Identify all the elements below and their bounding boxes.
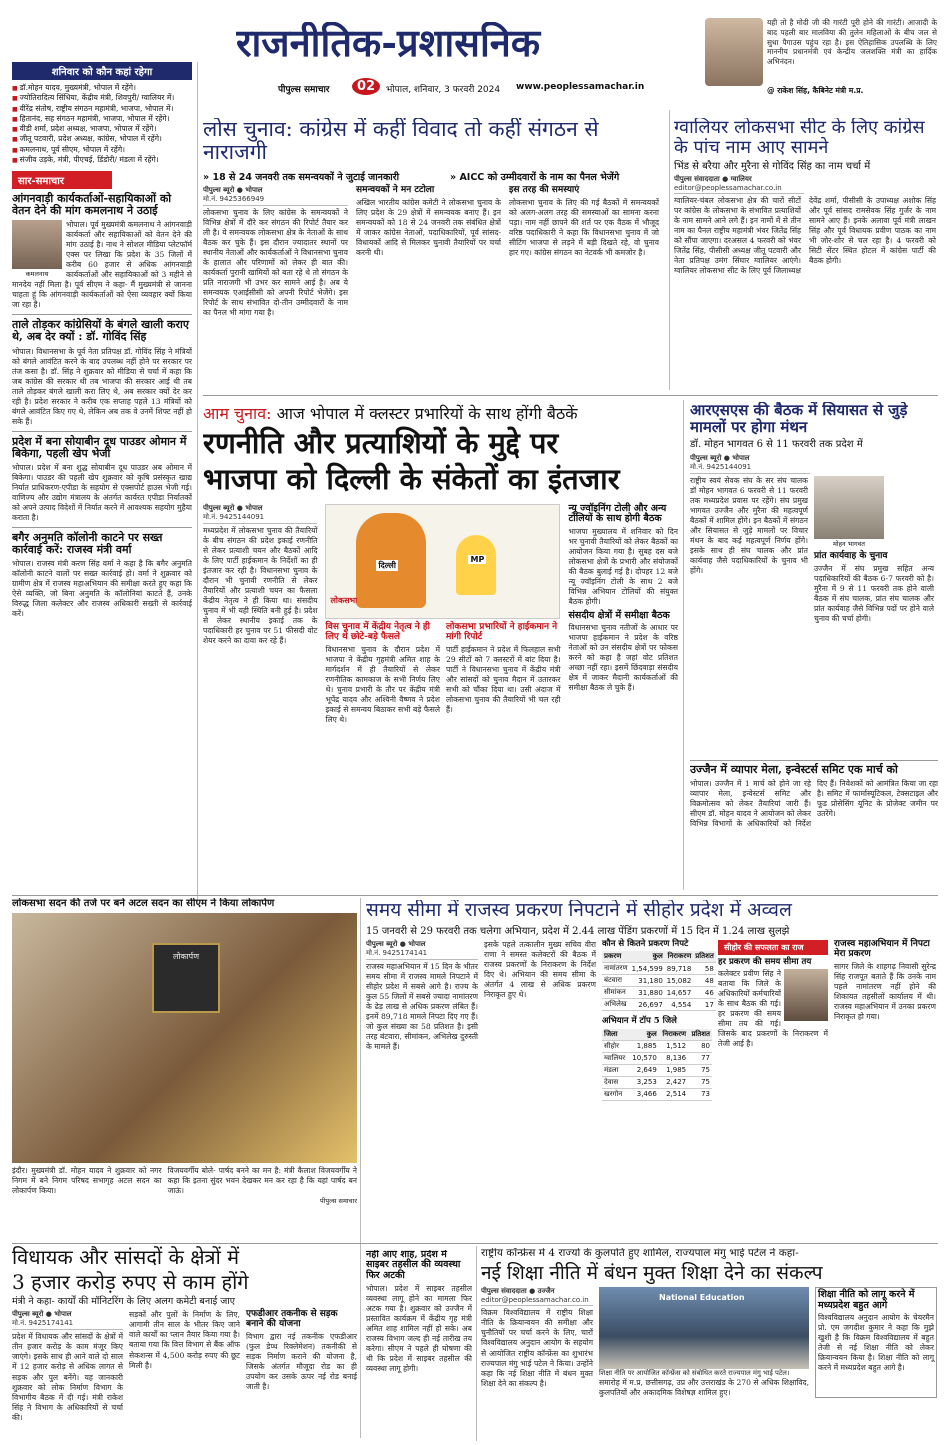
cartoon: [325, 504, 560, 619]
list-item: ■ वीरेंद्र संतोष, राष्ट्रीय संगठन महामंत्री, भाजपा, भोपाल में।: [12, 104, 192, 114]
subhead: लोकसभा प्रभारियों ने हाईकमान ने मांगी रिपोर्ट: [445, 621, 558, 642]
main-headline-1: रणनीति और प्रत्याशियों के मुद्दे पर: [203, 426, 559, 460]
atal-story: [12, 898, 357, 1233]
quote-author: @ राकेश सिंह, कैबिनेट मंत्री म.प्र.: [767, 86, 864, 95]
cartoon-label: लोकसभा: [330, 595, 358, 605]
story-headline: राष्ट्रीय कॉन्फ्रेंस में 4 राज्यों के कुलपति हुए शामिल, राज्यपाल मंगु भाई पटेल ने कहा-: [481, 1248, 799, 1259]
subhead: विस चुनाव में केंद्रीय नेतृत्व ने ही लिए थे छोटे-बड़े फैसले: [325, 621, 430, 642]
table-title: अभियान में टॉप 5 जिले: [602, 1016, 677, 1027]
photo-credit: पीपुल्स समाचार: [320, 1197, 357, 1206]
photo-caption: कमलनाथ: [12, 269, 62, 278]
table-header: प्रकरण कुल निराकरण प्रतिशत: [602, 951, 716, 963]
website-link[interactable]: www.peoplessamachar.in: [516, 82, 645, 92]
news-text: भोपाल। राजस्व मंत्री करण सिंह वर्मा ने कहा है कि बगैर अनुमति कॉलोनी काटने वालों पर सख्त कार्रवाई हो। वर्मा ने शुक्रवार को ग्रामीण क्षेत्र में राजस्व महाअभियान की समीक्षा करते हुए कहा कि ऐसे व्यक्ति, जो बिना अनुमति के कॉलोनियां काटते हैं, उनके विरुद्ध जिला कलेक्टर और राजस्व अधिकारी सख्ती से कार्रवाई करें।: [12, 559, 192, 619]
byline: पीपुल्स ब्यूरो ● भोपाल मो.नं. 9425144091: [203, 504, 317, 524]
main-story: [203, 402, 678, 892]
story-text: विक्रम विश्वविद्यालय में राष्ट्रीय शिक्षा नीति के क्रियान्वयन की समीक्षा और चुनौतियों पर चर्चा करने के लिए, चारों विश्वविद्यालय अनुदान आयोग के सहयोग से आयोजित राष्ट्रीय कॉन्फ्रेंस का शुभारंभ राज्यपाल मंगु भाई पटेल ने किया। उन्होंने कहा कि नई शिक्षा नीति में बंधन मुक्त शिक्षा देने का संकल्प है।: [481, 1308, 593, 1388]
plaque: लोकार्पण: [152, 943, 220, 1013]
story-headline: समय सीमा में राजस्व प्रकरण निपटाने में सीहोर प्रदेश में अव्वल: [366, 900, 792, 921]
byline: पीपुल्स ब्यूरो ● भोपाल मो.नं. 9425144091: [690, 454, 810, 474]
revenue-story: [366, 900, 938, 1240]
story-subheads: [203, 170, 663, 183]
story-text: राष्ट्रीय स्वयं सेवक संघ के सर संघ चालक डॉ मोहन भागवत 6 फरवरी से 11 फरवरी तक मध्यप्रदेश प्रवास पर रहेंगे। संघ प्रमुख भागवत उज्जैन और मुरैना की महत्वपूर्ण बैठकों में शामिल होंगे। इन बैठकों में संगठन और सियासत से जुड़े मामलों पर विचार मंथन के बाद कई महत्वपूर्ण निर्णय होंगे। इसके साथ ही संघ चालक और प्रांत कार्यवाह जैसे पदाधिकारियों के चुनाव भी होंगे।: [690, 476, 808, 576]
atal-photo: [12, 913, 357, 1163]
list-item: ■ वीडी शर्मा, प्रदेश अध्यक्ष, भाजपा, भोपाल में रहेंगे।: [12, 124, 192, 134]
subhead: न्यू ज्वॉइनिंग टोली और अन्य टोलियों के साथ होगी बैठक: [568, 502, 667, 525]
story-text: सड़कों और पुलों के निर्माण के लिए, आगामी तीन साल के भीतर किए जाने वाले कार्यों का प्लान तैयार किया गया है। बताया गया कि वित्त विभाग से बैंक ऑफ सेकशन्स में 4,500 करोड़ रुपए की छूट मिली है।: [129, 1310, 240, 1370]
subhead: प्रांत कार्यवाह के चुनाव: [814, 551, 888, 561]
subhead: शिक्षा नीति को लागू करने में मध्यप्रदेश बहुत आगे: [818, 1289, 915, 1311]
photo-caption: विजयवर्गीय बोले- पार्षद बनने का मन है: मंत्री कैलाश विजयवर्गीय ने कहा कि इतना सुंदर भवन देखकर मन कर रहा है कि यहां पार्षद बन जाऊं।: [167, 1166, 357, 1196]
story-headline: लोस चुनाव: कांग्रेस में कहीं विवाद तो कहीं संगठन से नाराजगी: [203, 118, 599, 165]
story-headline: 3 हजार करोड़ रुपए से काम होंगे: [12, 1270, 249, 1294]
story-text: विधानसभा चुनाव के दौरान प्रदेश में भाजपा ने केंद्रीय गृहमंत्री अमित शाह के मार्गदर्शन में ही तैयारियों से लेकर रणनीतिक कामकाज के सभी निर्णय लिए थे। चुनाव प्रभारी के तौर पर केंद्रीय मंत्री भूपेंद्र यादव और अश्विनी वैष्णव ने प्रदेश इकाई से समन्वय बिठाकर सभी बड़े फैसले लिए थे।: [325, 644, 440, 724]
table-row: सीहोर 1,885 1,512 80: [604, 1041, 710, 1051]
main-headline-2: भाजपा को दिल्ली के संकेतों का इंतजार: [203, 461, 620, 496]
news-text: भोपाल। पूर्व मुख्यमंत्री कमलनाथ ने आंगनवाड़ी कार्यकर्ता और सहायिकाओं को वेतन देने की मांग उठाई है। नाथ ने सोशल मीडिया प्लेटफॉर्म एक्स पर लिखा कि प्रदेश के 35 जिलों में करीब 60 हजार से अधिक आंगनवाड़ी कार्यकर्ताओं और सहायिकाओं को 3 महीने से मानदेय नहीं मिला है। पूर्व सीएम ने कहा- मैं मुख्यमंत्री से जानना चाहता हूं कि आंगनवाड़ी कार्यकर्ताओं को ऐसा व्यवहार क्यों किया जा रहा है।: [12, 220, 192, 310]
gwalior-story: [674, 118, 936, 388]
story-text: ग्वालियर-चंबल लोकसभा क्षेत्र की चारों सीटों पर कांग्रेस के लोकसभा के संभावित प्रत्याशियों के नाम सामने आने लगे हैं। इन नामों में से तीन नाम का पैनल राष्ट्रीय महामंत्री भंवर जितेंद्र सिंह को सौंपा जाएगा। दरअसल 4 फरवरी को भंवर जितेंद्र सिंह, पीसीसी अध्यक्ष जीतू पटवारी और नेता प्रतिपक्ष उमंग सिंघार ग्वालियर आएंगे। ग्वालियर लोकसभा सीट के लिए पूर्व जिलाध्यक्ष देवेंद्र शर्मा, पीसीसी के उपाध्यक्ष अशोक सिंह और पूर्व सांसद रामसेवक सिंह गुर्जर के नाम सामने आए हैं। इनके अलावा पूर्व मंत्री लाखन सिंह और पूर्व विधायक प्रवीण पाठक का नाम भी जोर-शोर से चल रहा है। 4 फरवरी को सिटी सेंटर स्थित होटल में कांग्रेस पार्टी की बैठक होगी।: [674, 195, 936, 275]
story-headline: उज्जैन में व्यापार मेला, इन्वेस्टर्स समिट एक मार्च को: [690, 763, 898, 776]
story-text: विभाग द्वारा नई तकनीक एफडीआर (फुल डेप्थ रिक्लेमेशन) तकनीकी से सड़क निर्माण कराने की योजना है, जिसके अंतर्गत मौजूदा रोड का ही उपयोग कर उसके ऊपर नई रोड बनाई जाती है।: [246, 1332, 357, 1392]
story-text: कलेक्टर प्रवीण सिंह ने बताया कि जिले के अधिकारियों कर्मचारियों के साथ बैठक की गई। हर प्रकरण की समय सीमा तय की गई। जिसके बाद प्रकरणों के निराकरण में तेजी आई है।: [718, 969, 828, 1049]
photo-caption: शिक्षा नीति पर आयोजित कॉन्फ्रेंस को संबोधित करते राज्यपाल मंगु भाई पटेल।: [599, 1369, 790, 1378]
subhead: इस तरह की समस्याएं: [509, 185, 580, 196]
subhead: हर प्रकरण की समय सीमा तय: [718, 956, 812, 967]
list-item: ■ जीतू पटवारी, प्रदेश अध्यक्ष, कांग्रेस, भोपाल में रहेंगे।: [12, 134, 192, 144]
photo-caption: मोहन भागवत: [814, 539, 884, 548]
news-text: भोपाल। विधानसभा के पूर्व नेता प्रतिपक्ष डॉ. गोविंद सिंह ने मंत्रियों को बंगले आवंटित करने के बाद उपलब्ध नहीं होने पर सरकार पर तंज कसा है। डॉ. सिंह ने शुक्रवार को मीडिया से चर्चा में कहा कि जब कांग्रेस की सरकार थी तब भाजपा की सरकार आई थी तब ताले तोड़कर बंगले खाली करा लिए थे, अब सरकार क्यों देर कर रही है। प्रदेश सरकार ने करीब एक सप्ताह पहले 13 मंत्रियों को बंगले आवंटित किए गए थे, लेकिन अब तक वे उनमें शिफ्ट नहीं हो सके हैं।: [12, 346, 192, 426]
kamalnath-photo: [12, 220, 62, 278]
story-headline: नहीं आए शाह, प्रदेश में साइबर तहसील की व्यवस्था फिर अटकी: [366, 1250, 461, 1281]
story-text: लोकसभा चुनाव के लिए की गई बैठकों में समन्वयकों को अलग-अलग तरह की समस्याओं का सामना करना पड़ा। नाम नहीं छापने की शर्त पर एक वैठक में भौजूद वरिष्ठ पदाधिकारी ने कहा कि विधानसभा चुनाव में जो सीटिंग भाजपा से लड़ने में बड़ी दिखते रहे, वो चुनाव हार गए। कांग्रेस संगठन का नेटवर्क भी कमजोर है।: [509, 198, 659, 258]
schedule-title: शनिवार को कौन कहां रहेगा: [12, 62, 192, 80]
story-text: विश्वविद्यालय अनुदान आयोग के चेयरमैन प्रो. एम जगदीश कुमार ने कहा कि मुझे खुशी है कि विक्रम विश्वविद्यालय में बहुत तेजी से नई शिक्षा नीति को लेकर क्रियान्वयन किया है। शिक्षा नीति को लागू करने में मध्यप्रदेश बहुत आगे है।: [818, 1313, 934, 1373]
story-headline: आरएसएस की बैठक में सियासत से जुड़े मामलों पर होगा मंथन: [690, 402, 908, 436]
list-item: ■ संजीव उड़के, मंत्री, पीएचई, डिंडोरी/ मंडला में रहेंगे।: [12, 155, 192, 165]
schedule-list: [12, 83, 192, 165]
byline: पीपुल्स ब्यूरो ● भोपाल मो.नं. 9425174141: [12, 1310, 123, 1330]
photo-banner: National Education: [659, 1293, 745, 1303]
story-deck: मंत्री ने कहा- कार्यों की मॉनिटरिंग के लिए अलग कमेटी बनाई जाए: [12, 1296, 236, 1307]
cartoon-label: MP: [470, 554, 485, 564]
table-row: खरगोन 3,466 2,514 73: [604, 1089, 710, 1099]
table-row: मंडला 2,649 1,985 75: [604, 1065, 710, 1075]
list-item: ■ डॉ.मोहन यादव, मुख्यमंत्री, भोपाल में रहेंगे।: [12, 83, 192, 93]
table-header: जिला कुल निराकरण प्रतिशत: [602, 1029, 712, 1041]
mla-story: [12, 1246, 357, 1441]
story-text: पार्टी हाईकमान ने प्रदेश में फिलहाल सभी 29 सीटों को 7 क्लस्टरों में बांट दिया है। पार्टी ने विधानसभा चुनाव में केंद्रीय मंत्री और सांसदों को चुनाव मैदान में उतारकर सभी को चौंका दिया था। उसी अंदाज में लोकसभा चुनाव की तैयारियों भी चल रही हैं।: [445, 644, 561, 714]
collector-photo: [784, 969, 828, 1021]
byline: पीपुल्स ब्यूरो ● भोपाल मो.नं. 9425174141: [366, 940, 478, 960]
rss-story: [690, 402, 938, 732]
quote-text: यही तो है मोदी जी की गारंटी पूरी होने की गारंटी। आजादी के बाद पहली बार मालविया की तुलेन महिलाओं के बीच जल से सुधा पैगाउस पहुंच रहा है। इस ऐतिहासिक उपलब्धि के लिए माननीय प्रधानमंत्री एवं केन्द्रीय जलशक्ति मंत्री का हार्दिक अभिनंदन।: [767, 18, 937, 67]
quote-box: [705, 18, 937, 98]
table-row: बंटवारा 31,180 15,082 48: [604, 976, 714, 985]
page-number: 02: [352, 78, 380, 95]
list-item: ■ ज्योतिरादित्य सिंधिया, केंद्रीय मंत्री, शिवपुरी/ ग्वालियर में।: [12, 93, 192, 103]
ujjain-story: [690, 760, 938, 888]
bhagwat-photo: [814, 476, 884, 548]
news-headline: ताले तोड़कर कांग्रेसियों के बंगले खाली कराए थे, अब देर क्यों : डॉ. गोविंद सिंह: [12, 318, 189, 344]
sehore-title: सीहोर की सफलता का राज: [718, 940, 828, 955]
story-text: अखिल भारतीय कांग्रेस कमेटी ने लोकसभा चुनाव के लिए प्रदेश के 29 क्षेत्रों में समन्वयक बनाए हैं। इन समन्वयकों को 18 से 24 जनवरी तक संबंधित क्षेत्रों में जाकर कांग्रेस नेताओं, पदाधिकारियों, पूर्व सांसद-विधायकों आदि से मिलकर चुनावी तैयारियों पर चर्चा करनी थी।: [356, 198, 501, 258]
photo-caption: इंदौर। मुख्यमंत्री डॉ. मोहन यादव ने शुक्रवार को नगर निगम में बने निगम परिषद सभागृह अटल सदन का लोकार्पण किया।: [12, 1166, 162, 1196]
story-text: इसके पहले तत्कालीन मुख्य सचिव वीरा राणा ने समस्त कलेक्टरों की बैठक में राजस्व प्रकरणों के निराकरण के निर्देश दिए थे। अभियान की समय सीमा के अंतर्गत 4 लाख से अधिक प्रकरण निराकृत हुए थे।: [484, 939, 596, 999]
story-text: भाजपा मुख्यालय में शनिवार को दिन भर चुनावी तैयारियों को लेकर बैठकों का आयोजन किया गया है। सुबह दस बजे लोकसभा क्षेत्रों के प्रभारी और संयोजकों की बैठक बुलाई गई है। दोपहर 12 बजे न्यू ज्वॉइनिंग टोली के साथ 2 बजे विभिन्न अभियान टोलियों की संयुक्त बैठक होगी।: [568, 526, 678, 606]
news-headline: प्रदेश में बना सोयाबीन दूध पाउडर ओमान में बिकेगा, पहली खेप भेजी: [12, 434, 187, 460]
table-row: देवास 3,253 2,427 75: [604, 1077, 710, 1087]
page-title: राजनीतिक-प्रशासनिक: [236, 22, 541, 64]
story-headline: नई शिक्षा नीति में बंधन मुक्त शिक्षा देने का संकल्प: [481, 1261, 823, 1284]
story-headline: ग्वालियर लोकसभा सीट के लिए कांग्रेस के पांच नाम आए सामने: [674, 118, 925, 158]
story-text: समारोह में म.प्र, छत्तीसगढ़, उप्र और उत्तराखंड के 270 से अधिक शिक्षाविद, कुलपतियों और अकादमिक विशेषज्ञ शामिल हुए।: [599, 1378, 809, 1398]
cartoon-label: दिल्ली: [378, 560, 396, 570]
byline: पीपुल्स संवाददाता ● ग्वालियर editor@peoplessamachar.co.in: [674, 175, 804, 194]
subhead: संसदीय क्षेत्रों में समीक्षा बैठक: [568, 609, 670, 621]
byline: पीपुल्स ब्यूरो ● भोपाल मो.नं. 9425366949: [203, 186, 348, 206]
news-text: भोपाल। प्रदेश में बना शुद्ध सोयाबीन दूध पाउडर अब ओमान में बिकेगा। पाउडर की पहली खेप शुक्रवार को कृषि प्रसंस्कृत खाद्य निर्यात प्राधिकरण-एपीडा के सहयोग से एक्सपोर्ट हाउस भेजी गई। वाणिज्य और उद्योग मंत्रालय के अंतर्गत कार्यरत एपीडा निर्यातकों को अपने उत्पाद विदेशों में निर्यात करने में आवश्यक सहयोग मुहैया कराता है।: [12, 462, 192, 522]
table-row: नामांतरण 1,54,599 89,718 58: [604, 964, 714, 973]
saar-title: सार-समाचार: [12, 171, 112, 189]
story-deck: 15 जनवरी से 29 फरवरी तक चलेगा अभियान, प्रदेश में 2.44 लाख पेंडिंग प्रकरणों में 15 दिन में 1.24 लाख सुलझे: [366, 925, 790, 937]
paper-name: पीपुल्स समाचार: [278, 85, 330, 95]
table-title: कौन से कितने प्रकरण निपटे: [602, 938, 689, 949]
subhead: एफडीआर तकनीक से सड़क बनाने की योजना: [246, 1309, 338, 1330]
news-headline: आंगनवाड़ी कार्यकर्ताओं-सहायिकाओं को वेतन देने की मांग कमलनाथ ने उठाई: [12, 192, 172, 218]
table-row: ग्वालियर 10,570 8,136 77: [604, 1053, 710, 1063]
left-column: [12, 62, 192, 942]
education-story: [481, 1248, 938, 1441]
story-text: राजस्व महाअभियान में 15 दिन के भीतर समय सीमा में राजस्व मामले निपटाने में सीहोर प्रदेश में सबसे आगे है। राज्य के कुल 55 जिलों में सबसे ज्यादा नामांतरण के ढेड़ लाख से अधिक प्रकरण लंबित हैं। इनमें 89,718 मामले निपटा दिए गए हैं। जो कुल संख्या का 58 प्रतिशत है। इसी तरह बंटवारा, सीमांकन, अभिलेख दुरुस्ती के मामले हैं।: [366, 961, 478, 1052]
story-headline: विधायक और सांसदों के क्षेत्रों में: [12, 1246, 240, 1269]
cyber-story: [366, 1250, 472, 1440]
story-text: प्रदेश में विधायक और सांसदों के क्षेत्रों में तीन हजार करोड़ के काम मंजूर किए जाएंगे। इसके साथ ही आने वाले दो साल में 12 हजार करोड़ से अधिक लागत से सड़क और पुल बनेंगे। यह जानकारी शुक्रवार को लोक निर्माण विभाग के विभागीय बैठक में दी गई। मंत्री राकेश सिंह ने विभाग के अधिकारियों से चर्चा की।: [12, 1332, 123, 1422]
story-deck: डॉ. मोहन भागवत 6 से 11 फरवरी तक प्रदेश में: [690, 439, 863, 450]
top-districts-table: [602, 1029, 712, 1101]
table-row: अभिलेख 26,697 4,554 17: [604, 1000, 714, 1009]
story-text: भोपाल। प्रदेश में साइबर तहसील व्यवस्था लागू होने का मामला फिर अटक गया है। शुक्रवार को उज्जैन में प्रस्तावित कार्यक्रम में केंद्रीय गृह मंत्री अमित शाह शामिल नहीं हो सके। अब राजस्व विभाग जल्द ही नई तारीख तय करेगा। सीएम ने पहले ही घोषणा की थी कि प्रदेश में साइबर तहसील की व्यवस्था लागू होगी।: [366, 1284, 472, 1374]
news-headline: बगैर अनुमति कॉलोनी काटने पर सख्त कार्रवाई करें: राजस्व मंत्री वर्मा: [12, 530, 163, 557]
story-text: विधानसभा चुनाव नतीजों के आधार पर भाजपा हाईकमान ने प्रदेश के वरिष्ठ नेताओं को उन संसदीय क्षेत्रों पर फोकस करने को कहा है जहां वोट प्रतिशत अच्छा नहीं रहा। इसमें छिंदवाड़ा संसदीय क्षेत्र में जाकर मैदानी कार्यकर्ताओं की समीक्षा बैठक ले चुके हैं।: [568, 623, 678, 693]
dateline: भोपाल, शनिवार, 3 फरवरी 2024: [386, 85, 501, 95]
byline: पीपुल्स संवाददाता ● उज्जैन editor@peoplessamachar.co.in: [481, 1287, 593, 1306]
story-text: मध्यप्रदेश में लोकसभा चुनाव की तैयारियों के बीच संगठन की प्रदेश इकाई रणनीति से लेकर प्रत्याशी चयन और बैठकों आदि के लिए पार्टी हाईकमान के निर्देशों का ही इंतजार कर रही है। विधानसभा चुनाव के दौरान भी चुनावी रणनीति से लेकर तैयारियों और प्रत्याशी चयन का फैसला केंद्रीय नेतृत्व ने ही किया था। संसदीय चुनाव में भी यही स्थिति बनी हुई है। प्रदेश से लेकर स्थानीय इकाई तक के पदाधिकारी हर चुनाव पर 51 फीसदी वोट शेयर करने का दावा कर रहे हैं।: [203, 525, 318, 645]
revenue-table: [602, 951, 716, 1011]
subhead: राजस्व महाअभियान में निपटा मेरा प्रकरण: [834, 938, 930, 959]
story-headline: लोकसभा सदन की तर्ज पर बने अटल सदन का सीएम ने किया लोकार्पण: [12, 898, 275, 909]
masthead-strip: [268, 78, 688, 100]
story-deck: भिंड से बरैया और मुरैना से गोविंद सिंह का नाम चर्चा में: [674, 160, 871, 172]
story-text: लोकसभा चुनाव के लिए कांग्रेस के समन्वयकों ने विभिन्न क्षेत्रों में दौरे कर संगठन की रिपोर्ट तैयार कर ली है। ये समन्वयक लोकसभा क्षेत्र के नेताओं के साथ बैठक कर चुके हैं। इस दौरान ज्यादातर स्थानों पर स्थानीय नेताओं और कार्यकर्ताओं ने विधानसभा चुनाव के हालात और परिणामों को लेकर ही बात की। कार्यकर्ता पुरानी खामियों को बता रहे थे तो संगठन के प्रति नाराजगी भी उभर कर सामने आई है। अब ये समन्वयक एआईसीसी को अपनी रिपोर्ट भेजेंगे। इस रिपोर्ट के साथ संभावित दो-तीन उम्मीदवारों के नाम का पैनल भी मांगा गया है।: [203, 208, 348, 318]
list-item: ■ कमलनाथ, पूर्व सीएम, भोपाल में रहेंगे।: [12, 145, 192, 155]
main-kicker: आम चुनाव: आज भोपाल में क्लस्टर प्रभारियों के साथ होंगी बैठकें: [203, 404, 578, 423]
subhead: » 18 से 24 जनवरी तक समन्वयकों ने जुटाई जानकारी: [203, 172, 400, 184]
story-text: भोपाल। उज्जैन में 1 मार्च को होने जा रहे व्यापार मेला, इन्वेस्टर्स समिट और विक्रमोत्सव को लेकर तैयारियां जारी हैं। सीएम डॉ. मोहन यादव ने आयोजन को लेकर विभिन्न विभागों के अधिकारियों को निर्देश दिए हैं। निवेशकों को आमंत्रित किया जा रहा है। समिट में फार्मास्यूटिकल, टेक्सटाइल और फूड प्रोसेसिंग यूनिट के प्रोजेक्ट जमीन पर उतरेंगे।: [690, 779, 938, 829]
list-item: ■ हितानंद, सह संगठन महामंत्री, भाजपा, भोपाल में रहेंगे।: [12, 114, 192, 124]
subhead: » AICC को उम्मीदवारों के नाम का पैनल भेजेंगे: [450, 172, 620, 184]
lok-sabha-sidebar: [586, 190, 666, 380]
subhead: समन्वयकों ने मन टटोला: [356, 185, 435, 196]
author-photo: [705, 18, 763, 86]
story-text: उज्जैन में संघ प्रमुख सहित अन्य पदाधिकारियों की बैठक 6-7 फरवरी को है। मुरैना में 9 से 11 फरवरी तक होने वाली बैठक में संघ चालक, प्रांत संघ चालक और प्रांत कार्यवाह जैसे विभिन्न पदों पर होने वाले चुनाव की चर्चा होगी।: [814, 563, 934, 623]
story-text: सागर जिले के शाहगढ़ निवासी सुरेन्द्र सिंह राजपूत बताते हैं कि उनके नाम पहले नामांतरण नहीं होने की शिकायत तहसीलों कार्यालय में थी। राजस्व महाअभियान में उनका प्रकरण निराकृत हो गया।: [834, 961, 936, 1021]
table-row: सीमांकन 31,880 14,657 46: [604, 988, 714, 997]
conference-photo: [599, 1287, 809, 1369]
